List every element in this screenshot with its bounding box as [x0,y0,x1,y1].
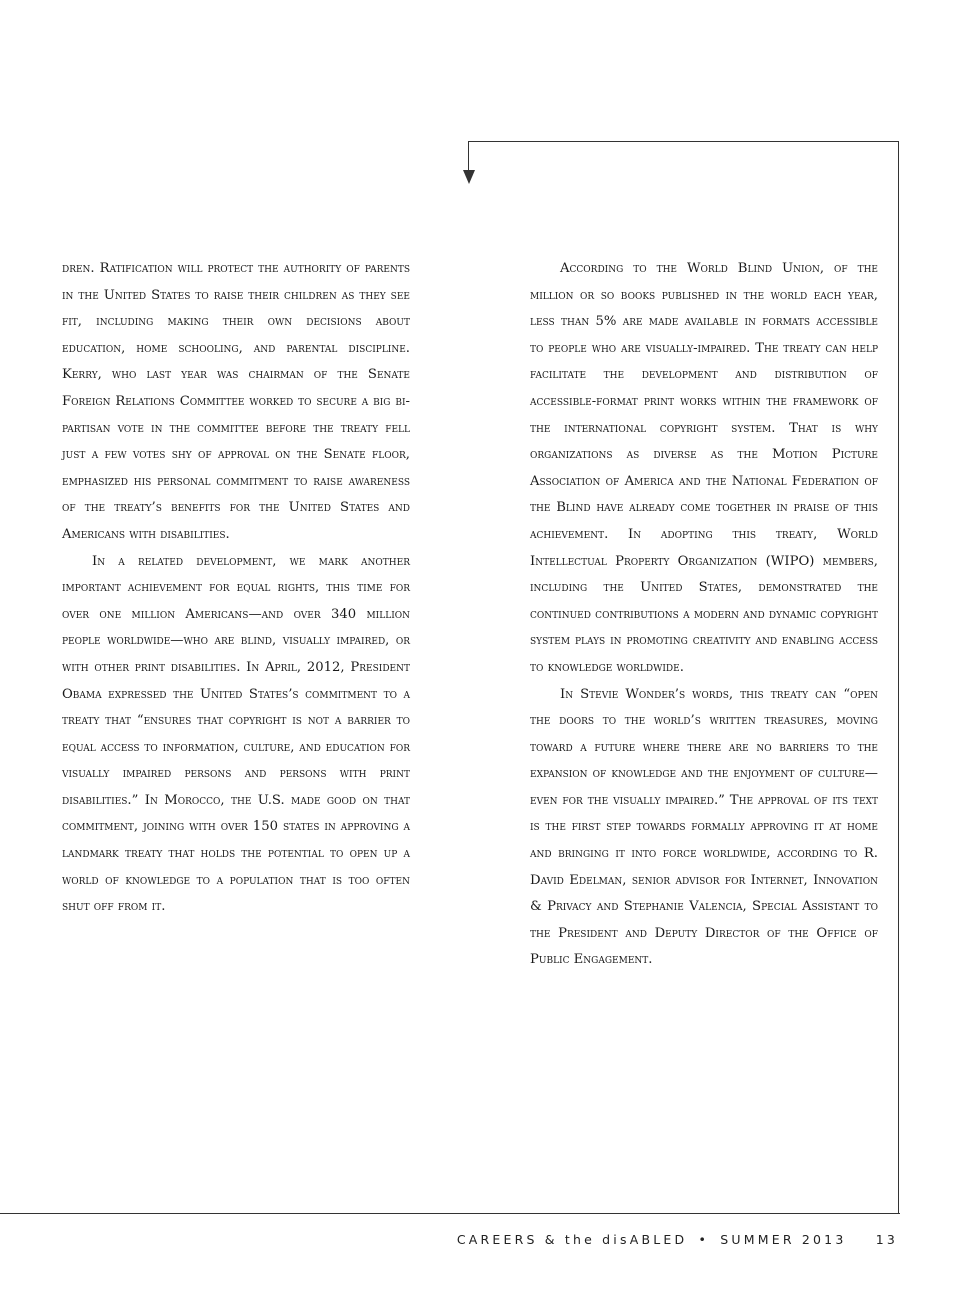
footer-page-number: 13 [875,1232,898,1247]
continuation-frame-bottom [0,1213,900,1214]
left-column [62,256,410,921]
right-paragraph-1: According to the World Blind Union, of the million or so books published in the world each year, less than 5% are made available in formats accessible to people who are visually-impaired. The treaty can help facilitate the development and distribution of accessible-format print works within the framework of the international copyright system. That is why organizations as diverse as the Motion Picture Association of America and the National Federation of the Blind have already come together in praise of this achievement. In adopting this treaty, World Intellectual Property Organization (WIPO) members, including the United States, demonstrated the continued contributions a modern and dynamic copyright system plays in promoting creativity and enabling access to knowledge worldwide. [530,261,878,675]
right-column [530,256,878,974]
continuation-frame-left [468,141,469,171]
footer-publication: CAREERS & the disABLED [456,1232,688,1247]
footer-separator: • [698,1232,710,1247]
page-footer [457,1232,898,1247]
left-paragraph-1: dren. Ratification will protect the authority of parents in the United States to raise their children as they see fit, including making their own decisions about education, home schooling, and parental discipline. Kerry, who last year was chairman of the Senate Foreign Relations Committee worked to secure a big bi-partisan vote in the committee before the treaty fell just a few votes shy of approval on the Senate floor, emphasized his personal commitment to raise awareness of the treaty’s benefits for the United States and Americans with disabilities. [62,261,410,542]
continuation-frame-top [468,141,899,142]
footer-issue: SUMMER 2013 [720,1232,847,1247]
continuation-arrow-icon [463,170,475,184]
left-paragraph-2: In a related development, we mark another important achievement for equal rights, this time for over one million Americans—and over 340 million people worldwide—who are blind, visually impaired, or with other print disabilities. In April, 2012, President Obama expressed the United States’s commitment to a treaty that “ensures that copyright is not a barrier to equal access to information, culture, and education for visually impaired persons and persons with print disabilities.” In Morocco, the U.S. made good on that commitment, joining with over 150 states in approving a landmark treaty that holds the potential to open up a world of knowledge to a population that is too often shut off from it. [62,553,410,915]
right-paragraph-2: In Stevie Wonder’s words, this treaty can “open the doors to the world’s written treasures, moving toward a future where there are no barriers to the expansion of knowledge and the enjoyment of culture— even for the visually impaired.” The approval of its text is the first step towards formally approving it at home and bringing it into force worldwide, according to R. David Edelman, senior advisor for Internet, Innovation & Privacy and Stephanie Valencia, Special Assistant to the President and Deputy Director of the Office of Public Engagement. [530,686,878,968]
continuation-frame-right [898,141,899,1214]
